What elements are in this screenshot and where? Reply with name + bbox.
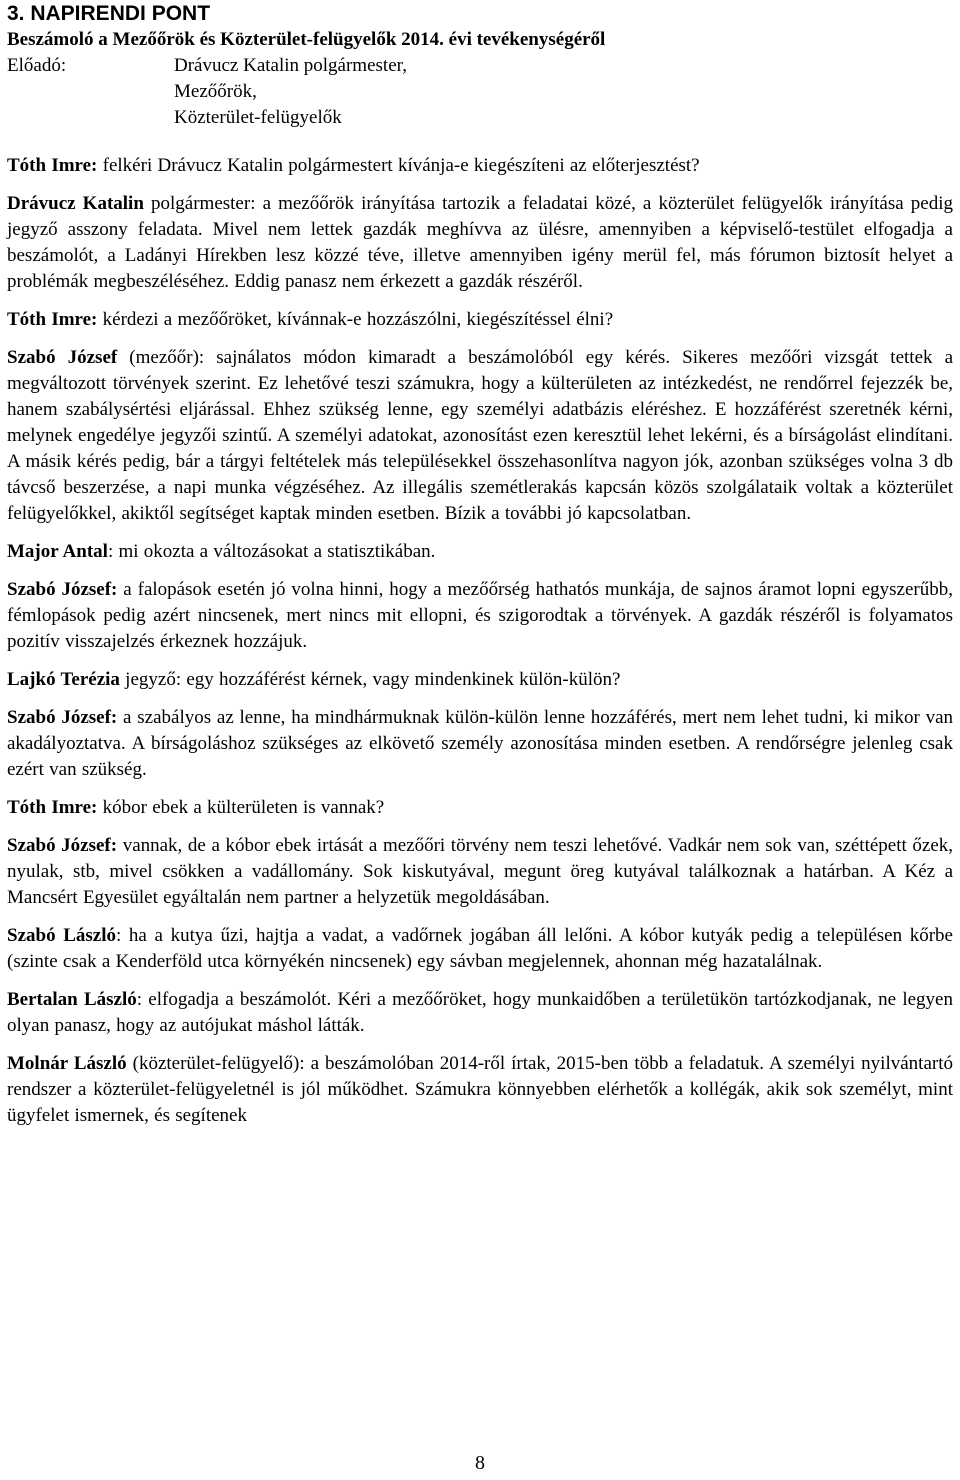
minutes-paragraph <box>7 345 953 527</box>
speaker-name: Bertalan László <box>7 989 137 1010</box>
speaker-name: Tóth Imre: <box>7 155 98 176</box>
statement-text: a falopások esetén jó volna hinni, hogy a mezőőrség hathatós munkája, de sajnos áramot lopni egyszerűbb, fémlopások pedig azért nincsenek, mert nincs mit ellopni, és szigorodtak a törvények. A gazdák részéről is folyamatos pozitív visszajelzés érkeznek hozzájuk. <box>7 579 954 652</box>
minutes-paragraph <box>7 705 953 783</box>
speaker-name: Tóth Imre: <box>7 797 98 818</box>
speaker-name: Tóth Imre: <box>7 309 98 330</box>
speaker-name: Szabó József: <box>7 835 118 856</box>
speaker-name: Szabó László <box>7 925 116 946</box>
minutes-paragraph <box>7 795 953 821</box>
document-page <box>7 0 953 1141</box>
presenter-label: Előadó: <box>7 55 67 76</box>
minutes-paragraph <box>7 191 953 295</box>
statement-text: (közterület-felügyelő): a beszámolóban 2014-ről írtak, 2015-ben több a feladatuk. A személyi nyilvántartó rendszer a közterület-felügyeletnél is jól működhet. Számukra könnyebben elérhetők a kollégák, akik sok személyt, mint ügyfelet ismernek, és segítenek <box>7 1053 953 1126</box>
presenter-block <box>7 53 953 131</box>
speaker-name: Drávucz Katalin <box>7 193 144 214</box>
statement-text: : elfogadja a beszámolót. Kéri a mezőőröket, hogy munkaidőben a területükön tartózkodjanak, ne legyen olyan panasz, hogy az autójukat máshol látták. <box>7 989 953 1036</box>
minutes-paragraph <box>7 153 953 179</box>
minutes-paragraph <box>7 307 953 333</box>
speaker-name: Lajkó Terézia <box>7 669 120 690</box>
speaker-name: Szabó József: <box>7 707 118 728</box>
minutes-paragraph <box>7 987 953 1039</box>
page-number: 8 <box>475 1452 485 1474</box>
presenter-name: Drávucz Katalin polgármester, <box>174 55 407 76</box>
statement-text: jegyző: egy hozzáférést kérnek, vagy mindenkinek külön-külön? <box>119 669 621 690</box>
presenter-name: Mezőőrök, <box>174 81 257 102</box>
presenter-names <box>174 53 407 131</box>
minutes-paragraph <box>7 539 953 565</box>
speaker-name: Szabó József: <box>7 579 118 600</box>
presenter-name: Közterület-felügyelők <box>174 107 342 128</box>
minutes-paragraph <box>7 923 953 975</box>
minutes-paragraph <box>7 1051 953 1129</box>
minutes-paragraph <box>7 577 953 655</box>
statement-text: kérdezi a mezőőröket, kívánnak-e hozzászólni, kiegészítéssel élni? <box>97 309 614 330</box>
statement-text: kóbor ebek a külterületen is vannak? <box>97 797 385 818</box>
statement-text: : mi okozta a változásokat a statisztikában. <box>107 541 436 562</box>
statement-text: polgármester: a mezőőrök irányítása tartozik a feladatai közé, a közterület felügyelők irányítása pedig jegyző asszony feladata. Mivel nem lettek gazdák meghívva az ülésre, amennyiben a képviselő-testület elfogadja a beszámolót, a Ladányi Hírekben lesz közzé téve, illetve amennyiben igény merül fel, más fórumon biztosít helyet a problémák megbeszéléséhez. Eddig panasz nem érkezett a gazdák részéről. <box>7 193 953 292</box>
report-subject: Beszámoló a Mezőőrök és Közterület-felügyelők 2014. évi tevékenységéről <box>7 29 606 50</box>
speaker-name: Molnár László <box>7 1053 127 1074</box>
statement-text: vannak, de a kóbor ebek irtását a mezőőri törvény nem teszi lehetővé. Vadkár nem sok van, széttépett őzek, nyulak, stb, mivel csökken a vadállomány. Sok kiskutyával, megunt öreg kutyával találkoznak a határban. A Kéz a Mancsért Egyesület egyáltalán nem partner a helyzetük megoldásában. <box>7 835 954 908</box>
agenda-heading: 3. NAPIRENDI PONT <box>7 2 211 25</box>
minutes-paragraph <box>7 667 953 693</box>
statement-text: (mezőőr): sajnálatos módon kimaradt a beszámolóból egy kérés. Sikeres mezőőri vizsgát tettek a megváltozott törvények szerint. Ez lehetővé teszi számukra, hogy a külterületen az intézkedést, ne rendőrrel fejezzék be, hanem szabálysértési eljárással. Ehhez szükség lenne, egy személyi adatbázis eléréshez. E hozzáférést szeretnék kérni, melynek engedélye jegyzői szintű. A személyi adatokat, azonosítást ezen keresztül lehet lekérni, és a bírságolást elindítani. A másik kérés pedig, bár a tárgyi feltételek más településekkel összehasonlítva nagyon jók, azonban szükséges volna 3 db távcső beszerzése, a napi munka végzéséhez. Az illegális szemétlerakás kapcsán közös szolgálataik voltak a közterület felügyelőkkel, akiktől segítséget kaptak minden esetben. Bízik a további jó kapcsolatban. <box>7 347 953 524</box>
statement-text: felkéri Drávucz Katalin polgármestert kívánja-e kiegészíteni az előterjesztést? <box>97 155 700 176</box>
speaker-name: Szabó József <box>7 347 118 368</box>
minutes-paragraph <box>7 833 953 911</box>
statement-text: a szabályos az lenne, ha mindhármuknak külön-külön lenne hozzáférés, mert nem lehet tudni, ki mikor van akadályoztatva. A bírságoláshoz szükséges az elkövető személy azonosítása minden esetben. A rendőrségre jelenleg csak ezért van szükség. <box>7 707 954 780</box>
speaker-name: Major Antal <box>7 541 108 562</box>
statement-text: : ha a kutya űzi, hajtja a vadat, a vadőrnek jogában áll lelőni. A kóbor kutyák pedig a településen kőrbe (szinte csak a Kenderföld utca környékén nincsenek) egy sávban megjelennek, ahonnan még hazatalálnak. <box>7 925 953 972</box>
